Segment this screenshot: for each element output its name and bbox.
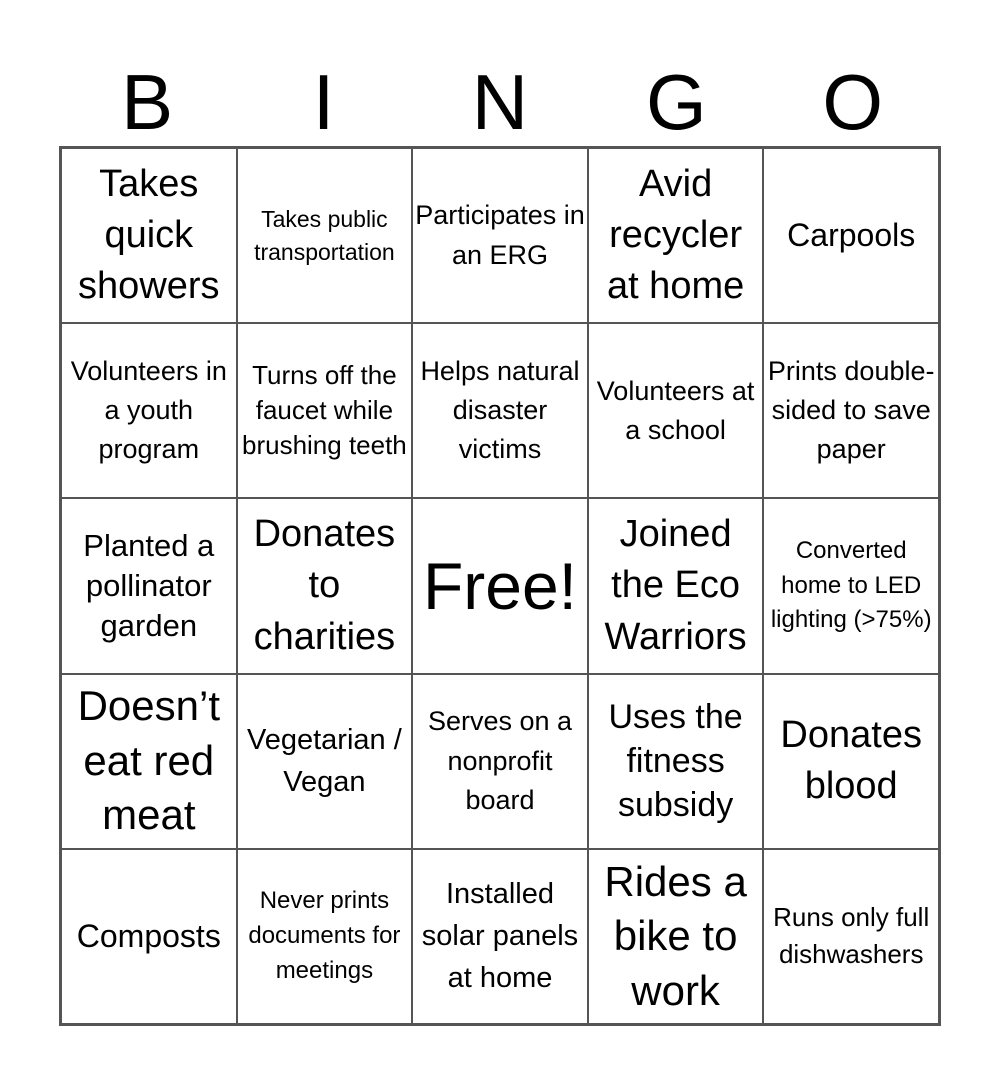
bingo-cell-3-4[interactable] [588,498,764,673]
bingo-cell-4-2[interactable] [237,674,413,849]
bingo-cell-1-3[interactable] [412,148,588,323]
cell-text: Volunteers in a youth program [70,356,227,465]
cell-text: Serves on a nonprofit board [427,706,573,815]
cell-text: Composts [76,917,221,954]
cell-text: Planted a pollinator garden [83,527,215,644]
cell-text: Carpools [787,216,916,253]
bingo-cell-2-5[interactable] [763,323,939,498]
cell-text: Prints double-sided to save paper [767,356,935,465]
cell-text: Runs only full dishwashers [773,901,930,970]
cell-text: Rides a bike to work [604,857,747,1014]
bingo-grid [59,146,941,1026]
header-letter-n: N [471,58,529,146]
cell-text: Vegetarian / Vegan [246,724,402,799]
bingo-cell-4-1[interactable] [61,674,237,849]
header-letter-i: I [312,58,335,146]
bingo-cell-2-2[interactable] [237,323,413,498]
bingo-cell-5-5[interactable] [763,849,939,1024]
bingo-cell-4-5[interactable] [763,674,939,849]
cell-text: Installed solar panels at home [421,878,579,995]
cell-text: Turns off the faucet while brushing teeth [241,360,407,461]
bingo-cell-5-2[interactable] [237,849,413,1024]
cell-text: Never prints documents for meetings [248,887,401,984]
cell-text: Donates to charities [253,513,396,658]
bingo-cell-3-5[interactable] [763,498,939,673]
cell-text: Converted home to LED lighting (>75%) [770,536,932,634]
bingo-cell-2-3[interactable] [412,323,588,498]
header-letter-o: O [822,58,884,146]
bingo-cell-5-3[interactable] [412,849,588,1024]
cell-text: Joined the Eco Warriors [604,513,747,658]
bingo-header [59,60,941,144]
cell-text: Uses the fitness subsidy [608,697,743,825]
cell-text: Donates blood [780,713,922,808]
bingo-cell-1-1[interactable] [61,148,237,323]
cell-text: Takes quick showers [78,162,220,308]
cell-text: Volunteers at a school [596,375,755,445]
bingo-cell-1-2[interactable] [237,148,413,323]
cell-text: Doesn’t eat red meat [77,682,220,839]
bingo-cell-2-1[interactable] [61,323,237,498]
bingo-cell-2-4[interactable] [588,323,764,498]
cell-text: Participates in an ERG [415,200,585,270]
cell-text: Avid recycler at home [606,162,745,308]
header-letter-g: G [646,58,707,146]
bingo-cell-5-4[interactable] [588,849,764,1024]
free-space-text: Free! [422,548,578,623]
bingo-cell-1-5[interactable] [763,148,939,323]
bingo-cell-3-1[interactable] [61,498,237,673]
header-letter-b: B [121,58,174,146]
cell-text: Takes public transportation [254,206,395,265]
bingo-cell-5-1[interactable] [61,849,237,1024]
bingo-cell-4-3[interactable] [412,674,588,849]
bingo-cell-3-3[interactable] [412,498,588,673]
bingo-cell-4-4[interactable] [588,674,764,849]
bingo-cell-1-4[interactable] [588,148,764,323]
cell-text: Helps natural disaster victims [420,356,580,465]
bingo-cell-3-2[interactable] [237,498,413,673]
